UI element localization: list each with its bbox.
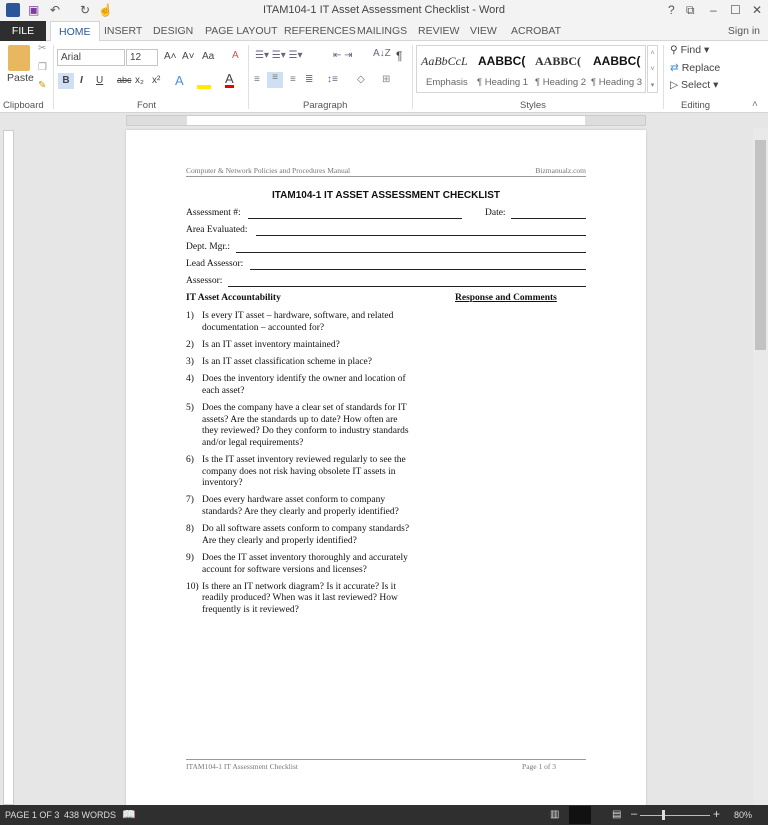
- text-effects-icon[interactable]: A: [175, 73, 184, 88]
- ribbon-display-button[interactable]: ⧉: [686, 3, 695, 17]
- tab-design[interactable]: DESIGN: [153, 25, 194, 37]
- maximize-button[interactable]: ☐: [730, 3, 741, 17]
- question-line: company does not risk having obsolete IT assets in: [202, 466, 396, 477]
- area-label: Area Evaluated:: [186, 225, 248, 235]
- question-line: Do all software assets conform to company standards?: [202, 524, 410, 535]
- question-line: readily produced? When was it last reviewed? How: [202, 593, 398, 604]
- question-text: [202, 311, 393, 334]
- question-text: [202, 553, 408, 576]
- question-text: [202, 403, 409, 449]
- style-preview[interactable]: AABBC(: [593, 54, 641, 68]
- tab-page-layout[interactable]: PAGE LAYOUT: [205, 25, 278, 37]
- mgr-label: Dept. Mgr.:: [186, 242, 231, 252]
- web-layout-icon[interactable]: ▤: [612, 809, 622, 820]
- question-item: [186, 455, 406, 490]
- sign-in-link[interactable]: Sign in: [727, 25, 760, 37]
- question-line: Is there an IT network diagram? Is it accurate? Is it: [202, 581, 396, 592]
- highlight-icon[interactable]: [197, 85, 211, 89]
- style-emphasis[interactable]: Emphasis: [426, 77, 468, 88]
- help-button[interactable]: ?: [668, 3, 675, 17]
- redo-icon[interactable]: ↻: [80, 3, 91, 17]
- question-line: Is every IT asset – hardware, software, and related: [202, 311, 394, 321]
- mgr-field[interactable]: [236, 244, 586, 253]
- replace-icon: ⇄: [670, 62, 682, 74]
- style-heading-3[interactable]: ¶ Heading 3: [591, 77, 643, 88]
- question-item: [186, 340, 340, 352]
- question-line: standards? Are they clearly and properly identified?: [202, 506, 399, 517]
- question-text: [202, 524, 409, 547]
- question-text: [202, 374, 406, 397]
- styles-scroll[interactable]: ˄ ˅ ▾: [647, 45, 658, 93]
- clipboard-group-label: Clipboard: [3, 100, 44, 111]
- word-logo-icon: [6, 3, 20, 17]
- question-line: they reviewed? Do they conform to industry standards: [202, 426, 409, 437]
- question-text: [202, 495, 399, 518]
- question-line: account for software versions and licenses?: [202, 564, 367, 575]
- show-marks-button[interactable]: ¶: [396, 49, 403, 63]
- style-preview[interactable]: AaBbCcL: [421, 54, 468, 68]
- question-line: Does the company have a clear set of standards for IT: [202, 403, 407, 413]
- justify-icon[interactable]: ≣: [305, 74, 314, 85]
- italic-button[interactable]: I: [80, 75, 83, 86]
- assessment-label: Assessment #:: [186, 208, 241, 218]
- question-line: Is the IT asset inventory reviewed regularly to see the: [202, 455, 406, 465]
- style-preview[interactable]: AABBC(: [535, 54, 582, 68]
- question-line: Are they clearly and properly identified?: [202, 535, 357, 546]
- question-line: Is an IT asset classification scheme in place?: [202, 357, 372, 367]
- question-item: [186, 582, 398, 617]
- style-preview[interactable]: AABBC(: [478, 54, 526, 68]
- clear-formatting-icon[interactable]: A: [232, 50, 239, 61]
- question-item: [186, 374, 406, 397]
- question-number: 6): [186, 455, 194, 465]
- question-item: [186, 403, 409, 449]
- borders-icon[interactable]: ⊞: [382, 74, 391, 85]
- save-icon[interactable]: ▣: [28, 3, 40, 17]
- editing-group-label: Editing: [681, 100, 711, 111]
- binoculars-icon: ⚲: [670, 44, 681, 56]
- divider: [663, 45, 664, 109]
- question-number: 7): [186, 495, 194, 506]
- format-painter-icon[interactable]: ✎: [38, 80, 47, 91]
- question-line: and/or legal requirements?: [202, 437, 304, 448]
- zoom-out-button[interactable]: –: [631, 808, 638, 820]
- find-label: Find: [680, 44, 702, 56]
- tab-home[interactable]: HOME: [50, 21, 100, 42]
- font-color-icon[interactable]: A: [225, 71, 234, 86]
- scrollbar-thumb[interactable]: [755, 140, 766, 350]
- status-bar: [0, 805, 768, 825]
- subscript-button[interactable]: x₂: [135, 75, 144, 86]
- section-heading: IT Asset Accountability: [186, 293, 281, 303]
- question-line: assets? Are the standards up to date? How often are: [202, 414, 398, 425]
- cursor-icon: ▷: [670, 79, 681, 91]
- document-page[interactable]: [126, 130, 646, 820]
- select-button[interactable]: ▷ Select ▾: [670, 79, 719, 91]
- assessment-field[interactable]: [248, 210, 462, 219]
- assessor-field[interactable]: [228, 278, 586, 287]
- tab-review[interactable]: REVIEW: [418, 25, 460, 37]
- footer-right: Page 1 of 3: [522, 762, 556, 771]
- question-item: [186, 357, 372, 369]
- question-text: [202, 455, 406, 490]
- align-right-icon[interactable]: ≡: [290, 74, 296, 85]
- align-center-icon[interactable]: ≡: [267, 72, 283, 88]
- date-field[interactable]: [511, 210, 586, 219]
- question-number: 3): [186, 357, 194, 367]
- question-line: frequently is it reviewed?: [202, 604, 299, 615]
- question-number: 8): [186, 524, 194, 535]
- question-number: 1): [186, 311, 194, 321]
- tab-view[interactable]: VIEW: [470, 25, 497, 37]
- zoom-slider[interactable]: [640, 815, 710, 816]
- collapse-ribbon-icon[interactable]: ˄: [752, 99, 758, 110]
- style-heading-2[interactable]: ¶ Heading 2: [535, 77, 587, 88]
- header-rule: [186, 176, 586, 177]
- strikethrough-button[interactable]: abc: [117, 75, 132, 85]
- font-size-select[interactable]: 12: [126, 49, 158, 66]
- date-label: Date:: [485, 208, 506, 218]
- bullets-icon[interactable]: ☰▾ ☰▾ ☰▾: [255, 50, 303, 61]
- question-item: [186, 311, 393, 334]
- grow-font-button[interactable]: A˄: [164, 51, 177, 62]
- paste-button[interactable]: Paste: [7, 72, 34, 84]
- question-item: [186, 553, 408, 576]
- font-name-select[interactable]: Arial: [57, 49, 125, 66]
- select-label: Select: [681, 79, 711, 91]
- divider: [53, 45, 54, 109]
- footer-rule: [186, 759, 586, 760]
- styles-gallery: [416, 45, 646, 93]
- question-line: Does the IT asset inventory thoroughly and accurately: [202, 553, 408, 563]
- question-line: Is an IT asset inventory maintained?: [202, 339, 340, 350]
- question-text: [202, 357, 372, 369]
- find-button[interactable]: ⚲ Find ▾: [670, 44, 710, 56]
- align-left-icon[interactable]: ≡: [254, 74, 260, 85]
- document-title: ITAM104-1 IT ASSET ASSESSMENT CHECKLIST: [272, 190, 500, 201]
- read-mode-icon[interactable]: ▥: [550, 809, 560, 820]
- shrink-font-button[interactable]: A˅: [182, 51, 195, 62]
- zoom-in-button[interactable]: +: [713, 807, 721, 821]
- paragraph-group-label: Paragraph: [303, 100, 348, 111]
- replace-button[interactable]: [670, 62, 720, 74]
- assessor-label: Assessor:: [186, 276, 223, 286]
- sort-button[interactable]: A↓Z: [373, 48, 391, 59]
- question-number: 5): [186, 403, 194, 413]
- header-left: Computer & Network Policies and Procedures Manual: [186, 166, 351, 175]
- question-line: Does the inventory identify the owner and location of: [202, 374, 406, 385]
- close-button[interactable]: ✕: [752, 3, 763, 17]
- style-heading-1[interactable]: ¶ Heading 1: [477, 77, 529, 88]
- divider: [412, 45, 413, 109]
- ribbon-tabs: [0, 21, 768, 41]
- bold-button[interactable]: B: [58, 73, 74, 89]
- question-number: 2): [186, 339, 194, 350]
- tab-acrobat[interactable]: ACROBAT: [511, 25, 561, 37]
- response-heading: Response and Comments: [455, 293, 557, 303]
- question-line: inventory?: [202, 478, 243, 489]
- undo-icon[interactable]: ↶: [50, 3, 61, 17]
- ribbon: [0, 41, 768, 113]
- footer-left: ITAM104-1 IT Assessment Checklist: [186, 762, 298, 771]
- proofing-icon[interactable]: 📖: [122, 809, 136, 821]
- vertical-ruler[interactable]: [3, 130, 14, 805]
- question-item: [186, 524, 409, 547]
- font-group-label: Font: [137, 100, 157, 111]
- area-field[interactable]: [256, 227, 586, 236]
- question-item: [186, 495, 399, 518]
- styles-group-label: Styles: [520, 100, 546, 111]
- superscript-button[interactable]: x²: [152, 75, 161, 86]
- header-right: Bizmanualz.com: [535, 166, 586, 175]
- tab-file[interactable]: FILE: [0, 21, 46, 41]
- question-number: 9): [186, 553, 194, 563]
- touch-mode-icon[interactable]: ☝: [98, 3, 113, 17]
- question-number: 4): [186, 374, 194, 385]
- change-case-button[interactable]: Aa: [202, 51, 215, 62]
- title-bar: [0, 0, 768, 21]
- zoom-level[interactable]: 80%: [734, 810, 753, 820]
- line-spacing-icon[interactable]: ↕≡: [327, 74, 338, 85]
- copy-icon[interactable]: ❐: [38, 62, 47, 73]
- zoom-slider-thumb[interactable]: [662, 810, 665, 820]
- tab-insert[interactable]: INSERT: [104, 25, 143, 37]
- question-line: each asset?: [202, 385, 245, 396]
- tab-references[interactable]: REFERENCES: [284, 25, 356, 37]
- divider: [248, 45, 249, 109]
- page-count[interactable]: PAGE 1 OF 3: [5, 810, 60, 820]
- cut-icon[interactable]: ✂: [38, 43, 47, 54]
- indent-icons[interactable]: ⇤ ⇥: [333, 50, 353, 61]
- tab-mailings[interactable]: MAILINGS: [357, 25, 408, 37]
- lead-assessor-field[interactable]: [250, 261, 586, 270]
- paste-icon[interactable]: [8, 45, 30, 71]
- question-line: Does every hardware asset conform to company: [202, 495, 386, 506]
- question-number: 10): [186, 581, 199, 592]
- question-line: documentation – accounted for?: [202, 322, 325, 333]
- window-title: ITAM104-1 IT Asset Assessment Checklist - Word: [262, 4, 506, 16]
- minimize-button[interactable]: –: [710, 3, 717, 17]
- word-count[interactable]: 438 WORDS: [64, 810, 117, 820]
- print-layout-icon[interactable]: [569, 806, 591, 824]
- ruler-scale[interactable]: [126, 115, 646, 126]
- lead-assessor-label: Lead Assessor:: [186, 259, 244, 269]
- shading-icon[interactable]: ◇: [357, 74, 365, 85]
- question-text: [202, 340, 340, 352]
- underline-button[interactable]: U: [96, 75, 104, 86]
- question-text: [202, 582, 398, 617]
- replace-label: Replace: [681, 62, 721, 74]
